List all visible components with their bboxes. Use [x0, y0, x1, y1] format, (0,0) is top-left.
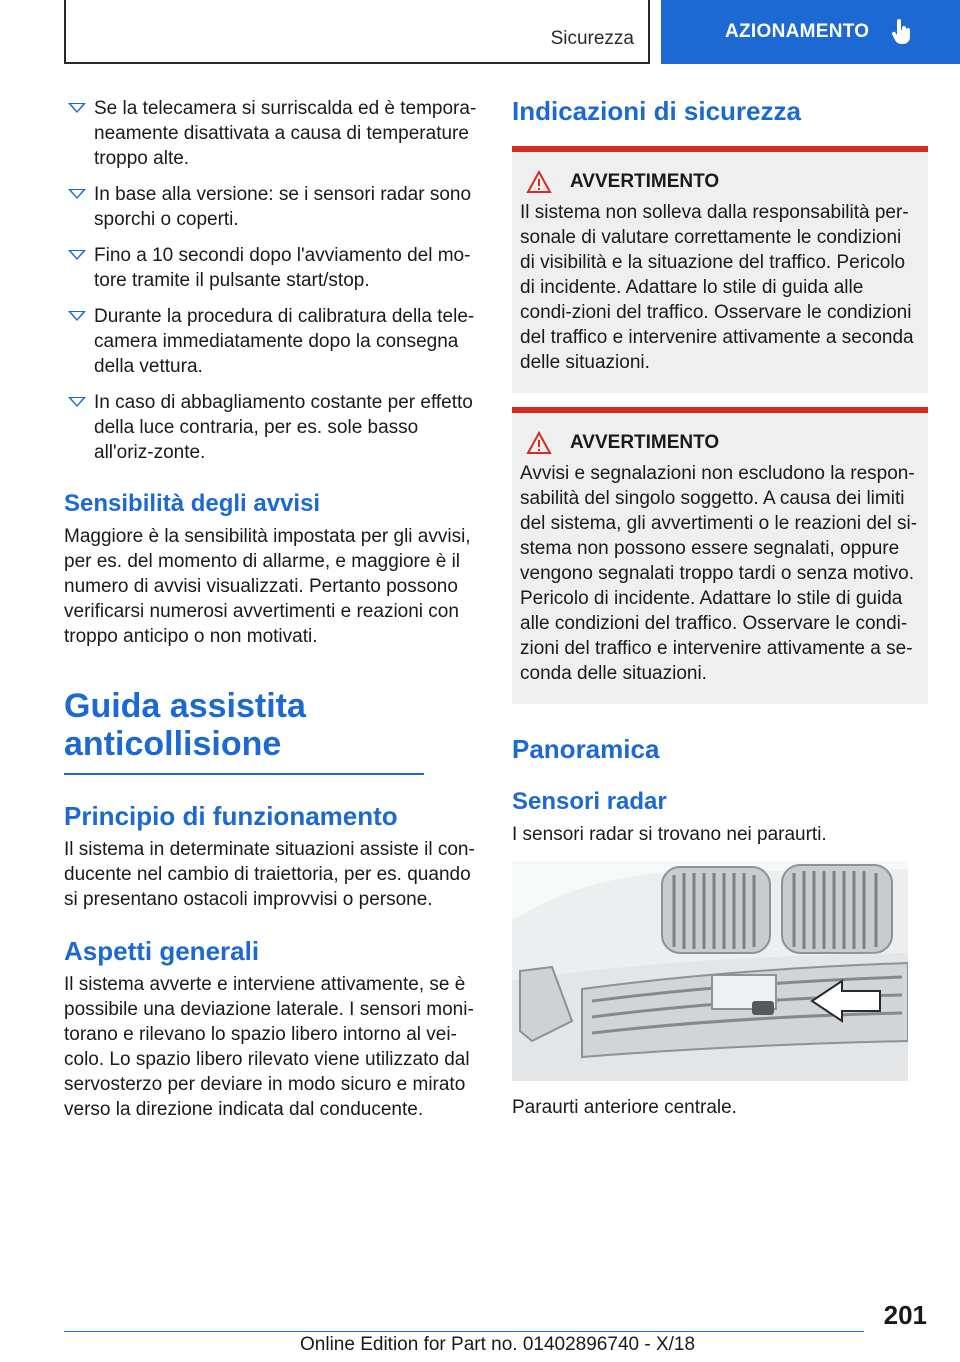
- list-item: Se la telecamera si surriscalda ed è tempora-neamente disattivata a causa di temperature troppo alte.: [64, 96, 480, 171]
- general-heading: Aspetti generali: [64, 936, 260, 966]
- header-chapter-tab: [661, 0, 960, 64]
- bullet-list: [64, 96, 480, 465]
- warning-title: AVVERTIMENTO: [570, 171, 720, 192]
- chapter-title: Guida assistita anticollisione: [64, 687, 424, 775]
- bullet-triangle-icon: [68, 189, 86, 199]
- warning-text: Il sistema non solleva dalla responsabilità per-sonale di valutare correttamente le condizioni di visibilità e la situazione del traffico. Pericolo di incidente. Adattare lo stile di guida alle condi-zioni del traffico. Osservare le condizioni del traffico e intervenire attivamente a seconda delle situazioni.: [520, 202, 914, 373]
- list-item: In caso di abbagliamento costante per effetto della luce contraria, per es. sole basso all'oriz-zonte.: [64, 390, 480, 465]
- sensitivity-heading: Sensibilità degli avvisi: [64, 490, 321, 517]
- footer-rule: [64, 1331, 864, 1332]
- sensitivity-text: Maggiore è la sensibilità impostata per gli avvisi, per es. del momento di allarme, e maggiore è il numero di avvisi visualizzati. Pertanto possono verificarsi numerosi avvertimenti e reazioni con troppo anticipo o non motivati.: [64, 526, 471, 647]
- bullet-triangle-icon: [68, 103, 86, 113]
- bullet-triangle-icon: [68, 250, 86, 260]
- warning-title: AVVERTIMENTO: [570, 432, 720, 453]
- warning-text: Avvisi e segnalazioni non escludono la respon-sabilità del singolo soggetto. A causa dei limiti del sistema, gli avvertimenti o le reazioni del si-stema non possono essere segnalati, oppure vengono segnalati troppo tardi o senza motivo. Pericolo di incidente. Adattare lo stile di guida alle condizioni del traffico. Osservare le condi-zioni del traffico e intervenire attivamente a se-conda delle situazioni.: [520, 463, 918, 684]
- principle-heading: Principio di funzionamento: [64, 801, 398, 831]
- safety-heading: Indicazioni di sicurezza: [512, 96, 801, 126]
- bumper-figure: [512, 861, 908, 1081]
- footer-edition: Online Edition for Part no. 01402896740 - X/18: [300, 1334, 696, 1355]
- car-bumper-illustration: [512, 861, 908, 1081]
- header-section-box: [64, 0, 650, 64]
- hand-pointer-icon: [891, 19, 913, 45]
- radar-text: I sensori radar si trovano nei paraurti.: [512, 824, 827, 845]
- page-number: 201: [883, 1300, 927, 1330]
- header-section-title: Sicurezza: [550, 28, 634, 49]
- principle-text: Il sistema in determinate situazioni assiste il con-ducente nel cambio di traiettoria, per es. quando si presentano ostacoli improvvisi o persone.: [64, 839, 475, 910]
- list-item: Fino a 10 secondi dopo l'avviamento del mo-tore tramite il pulsante start/stop.: [64, 243, 480, 293]
- warning-box: [512, 146, 928, 393]
- bullet-triangle-icon: [68, 311, 86, 321]
- warning-triangle-icon: [526, 431, 552, 455]
- warning-triangle-icon: [526, 170, 552, 194]
- overview-heading: Panoramica: [512, 734, 660, 764]
- bullet-triangle-icon: [68, 397, 86, 407]
- radar-heading: Sensori radar: [512, 788, 667, 815]
- left-column: [64, 96, 480, 1122]
- list-item: In base alla versione: se i sensori radar sono sporchi o coperti.: [64, 182, 480, 232]
- right-column: [512, 96, 928, 1120]
- general-text: Il sistema avverte e interviene attivamente, se è possibile una deviazione laterale. I sensori moni-torano e rilevano lo spazio libero intorno al vei-colo. Lo spazio libero rilevato viene utilizzato dal servosterzo per deviare in modo sicuro e mirato verso la direzione indicata dal conducente.: [64, 974, 474, 1120]
- header-chapter-title: AZIONAMENTO: [725, 21, 870, 42]
- figure-caption: Paraurti anteriore centrale.: [512, 1097, 737, 1118]
- list-item: Durante la procedura di calibratura della tele-camera immediatamente dopo la consegna della vettura.: [64, 304, 480, 379]
- warning-box: [512, 407, 928, 704]
